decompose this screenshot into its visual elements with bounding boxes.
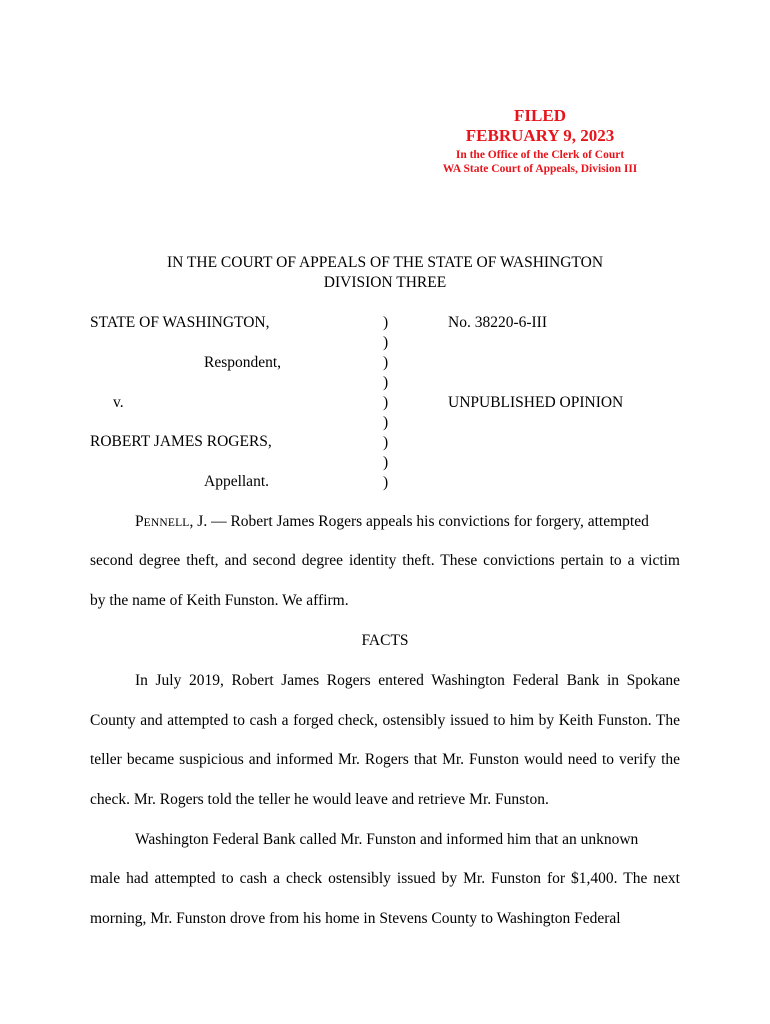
facts-p1-line: check. Mr. Rogers told the teller he would leave and retrieve Mr. Funston.: [90, 791, 549, 808]
court-division: DIVISION THREE: [323, 274, 447, 291]
caption-paren: ): [383, 474, 389, 491]
caption-plaintiff-role: Respondent,: [204, 354, 282, 371]
caption-paren: ): [383, 354, 389, 371]
facts-p2-line: Washington Federal Bank called Mr. Funston and informed him that an unknown: [135, 831, 639, 848]
stamp-filed: FILED: [514, 106, 566, 125]
stamp-office: In the Office of the Clerk of Court: [455, 149, 625, 161]
stamp-date: FEBRUARY 9, 2023: [465, 126, 615, 145]
facts-heading: FACTS: [361, 632, 409, 649]
facts-p2-line: male had attempted to cash a check ostensibly issued by Mr. Funston for $1,400. The next: [90, 870, 680, 887]
caption-defendant: ROBERT JAMES ROGERS,: [90, 433, 272, 450]
facts-p1-line: In July 2019, Robert James Rogers entered Washington Federal Bank in Spokane: [135, 672, 680, 689]
court-title: IN THE COURT OF APPEALS OF THE STATE OF WASHINGTON: [166, 254, 604, 271]
caption-paren: ): [383, 394, 389, 411]
case-number: No. 38220-6-III: [448, 314, 548, 331]
caption-paren: ): [383, 434, 389, 451]
caption-paren: ): [383, 374, 389, 391]
opinion-intro-line: by the name of Keith Funston. We affirm.: [90, 592, 349, 609]
caption-paren: ): [383, 454, 389, 471]
facts-p1-line: teller became suspicious and informed Mr. Rogers that Mr. Funston would need to verify the: [90, 751, 680, 768]
caption-versus: v.: [113, 394, 124, 411]
opinion-type: UNPUBLISHED OPINION: [448, 394, 624, 411]
caption-paren: ): [383, 314, 389, 331]
opinion-intro-line: [135, 512, 680, 533]
facts-p1-line: County and attempted to cash a forged check, ostensibly issued to him by Keith Funston. The: [90, 712, 680, 729]
opinion-intro-line: second degree theft, and second degree identity theft. These convictions pertain to a victim: [90, 552, 680, 569]
caption-parentheses: [383, 313, 395, 493]
facts-p2-line: morning, Mr. Funston drove from his home in Stevens County to Washington Federal: [90, 910, 621, 927]
caption-paren: ): [383, 414, 389, 431]
stamp-court: WA State Court of Appeals, Division III: [442, 163, 638, 175]
author-name: ENNELL: [143, 517, 190, 529]
author-initial: P: [135, 513, 144, 530]
caption-defendant-role: Appellant.: [204, 473, 269, 490]
caption-paren: ): [383, 334, 389, 351]
intro-text: , J. — Robert James Rogers appeals his convictions for forgery, attempted: [189, 513, 649, 530]
caption-plaintiff: STATE OF WASHINGTON,: [90, 314, 270, 331]
